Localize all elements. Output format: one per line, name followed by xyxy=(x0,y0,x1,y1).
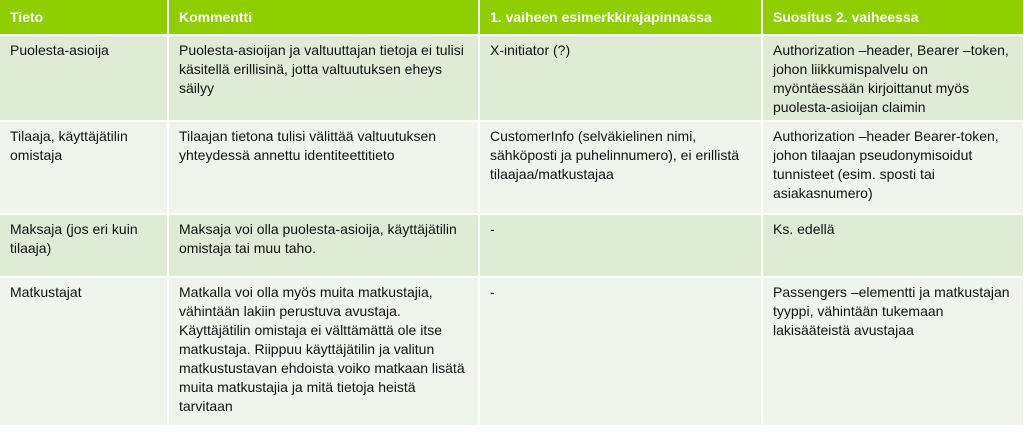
cell-suositus: Ks. edellä xyxy=(762,214,1024,277)
cell-tieto: Tilaaja, käyttäjätilin omistaja xyxy=(0,121,168,214)
cell-vaihe1: - xyxy=(479,277,762,426)
cell-vaihe1: - xyxy=(479,214,762,277)
cell-kommentti: Maksaja voi olla puolesta-asioija, käyttäjätilin omistaja tai muu taho. xyxy=(168,214,479,277)
table-row xyxy=(0,121,1024,214)
cell-suositus: Passengers –elementti ja matkustajan tyyppi, vähintään tukemaan lakisääteistä avustajaa xyxy=(762,277,1024,426)
cell-tieto: Maksaja (jos eri kuin tilaaja) xyxy=(0,214,168,277)
header-suositus: Suositus 2. vaiheessa xyxy=(762,0,1024,35)
header-vaihe1: 1. vaiheen esimerkkirajapinnassa xyxy=(479,0,762,35)
header-kommentti: Kommentti xyxy=(168,0,479,35)
cell-kommentti: Puolesta-asioijan ja valtuuttajan tietoja ei tulisi käsitellä erillisinä, jotta valtuutuksen eheys säilyy xyxy=(168,35,479,121)
cell-suositus: Authorization –header Bearer-token, johon tilaajan pseudonymisoidut tunnisteet (esim. sposti tai asiakasnumero) xyxy=(762,121,1024,214)
cell-suositus: Authorization –header, Bearer –token, johon liikkumispalvelu on myöntäessään kirjoittanut myös puolesta-asioijan claimin xyxy=(762,35,1024,121)
cell-tieto: Puolesta-asioija xyxy=(0,35,168,121)
table-row xyxy=(0,35,1024,121)
cell-kommentti: Matkalla voi olla myös muita matkustajia, vähintään lakiin perustuva avustaja. Käyttäjätilin omistaja ei välttämättä ole itse matkustaja. Riippuu käyttäjätilin ja valitun matkustustavan ehdoista voiko matkaan lisätä muita matkustajia ja mitä tietoja heistä tarvitaan xyxy=(168,277,479,426)
header-tieto: Tieto xyxy=(0,0,168,35)
header-row xyxy=(0,0,1024,35)
table-row xyxy=(0,214,1024,277)
cell-vaihe1: X-initiator (?) xyxy=(479,35,762,121)
cell-tieto: Matkustajat xyxy=(0,277,168,426)
cell-vaihe1: CustomerInfo (selväkielinen nimi, sähköposti ja puhelinnumero), ei erillistä tilaajaa/matkustajaa xyxy=(479,121,762,214)
table-row xyxy=(0,277,1024,426)
cell-kommentti: Tilaajan tietona tulisi välittää valtuutuksen yhteydessä annettu identiteettitieto xyxy=(168,121,479,214)
